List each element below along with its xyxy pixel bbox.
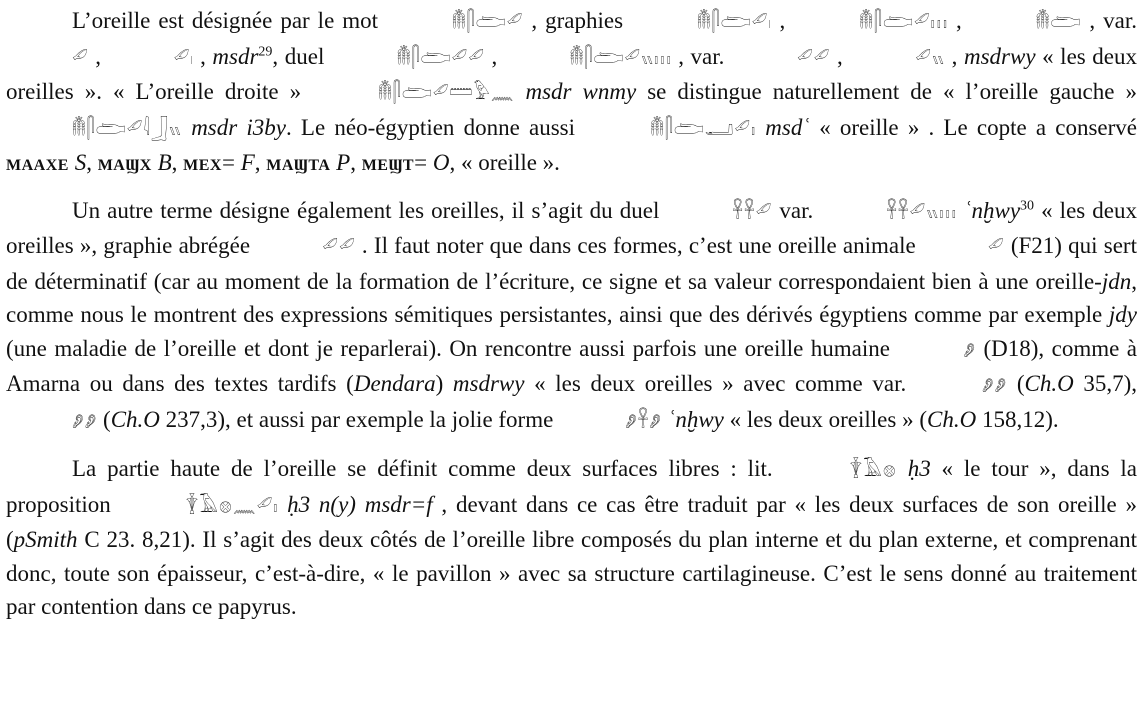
hieroglyph-group: 𓂈𓂈 — [981, 374, 1008, 396]
text-run: C 23. 8,21). Il s’agit des deux côtés de l’oreille libre composés du plan interne et du plan externe, et comprenant donc, toute son épaisseur, c’est-à-dire, « le pavillon » avec sa structure cartilagineuse. C’est le sens donné au traitement par contention dans ce papyrus. — [6, 527, 1137, 619]
hieroglyph-group: 𓂈𓂈 — [72, 409, 98, 432]
hieroglyph-group: 𓄟𓋴𓂧𓄔𓏭𓏥 — [569, 46, 672, 69]
text-run: , — [830, 43, 850, 69]
hieroglyph-group: 𓄟𓋴𓂧𓄔𓄔 — [396, 46, 485, 69]
italic-term: jdy — [1108, 302, 1137, 327]
hieroglyph-group: 𓄟𓋴𓂧𓂝𓄔𓏤 — [650, 117, 757, 140]
text-run: = — [414, 150, 433, 175]
hieroglyph-group: 𓄔𓄔 — [322, 236, 356, 258]
coptic-word: maaxe — [6, 150, 69, 175]
text-run: L’oreille est désignée par le mot — [72, 8, 387, 33]
text-run: , — [350, 150, 362, 175]
text-run: « les deux oreilles » ( — [723, 406, 928, 432]
text-run: « les deux oreilles ». « L’oreille droite » — [6, 43, 1138, 104]
text-run: 237,3), et aussi par exemple la jolie forme — [159, 406, 560, 432]
italic-term: msdr i3by — [191, 114, 286, 140]
italic-term: ḥ3 n(y) msdr=f — [287, 491, 433, 517]
italic-term: F — [240, 150, 255, 175]
italic-term: P — [336, 150, 351, 175]
text-run: (D18), comme à Amarna ou dans des textes tardifs ( — [6, 335, 1137, 396]
text-run: , duel — [272, 43, 331, 69]
italic-term: B — [157, 150, 172, 175]
italic-term: ʿnḫwy — [963, 197, 1021, 223]
hieroglyph-group: 𓄟𓋴𓂧𓄔𓇋𓃀𓏭 — [72, 117, 182, 140]
text-run: ( — [97, 406, 111, 432]
paragraph-1 — [6, 4, 1137, 180]
paragraph-2 — [6, 194, 1137, 439]
text-run: se distingue naturellement de « l’oreille gauche » — [636, 79, 1138, 104]
italic-term: Dendara — [353, 371, 436, 396]
text-run: , — [771, 8, 794, 33]
hieroglyph-group: 𓋹𓋹𓄔𓏭𓏥 — [886, 200, 957, 223]
hieroglyph-group: 𓄟𓂧 — [1035, 11, 1082, 33]
text-run — [278, 492, 287, 517]
text-run: ) — [435, 371, 453, 396]
text-run: , — [254, 150, 267, 175]
italic-term: Ch.O — [110, 406, 160, 432]
italic-term: S — [74, 150, 87, 175]
hieroglyph-group: 𓇉𓄿𓊖 — [849, 459, 897, 481]
italic-term: jdn — [1101, 268, 1132, 294]
text-run: , « oreille ». — [449, 150, 560, 175]
italic-term: msdr wnmy — [525, 79, 637, 104]
hieroglyph-group: 𓄔 — [987, 236, 1005, 258]
text-run: , var. — [671, 43, 731, 69]
text-run: , — [88, 43, 108, 69]
coptic-word: meϣt — [361, 150, 415, 175]
italic-term: Ch.O — [1024, 371, 1074, 396]
footnote-ref: 29 — [258, 43, 273, 59]
text-run: « le tour », dans la proposition — [6, 456, 1137, 517]
text-run — [897, 456, 908, 481]
italic-term: O — [432, 150, 450, 175]
hieroglyph-group: 𓄔𓏺 — [173, 46, 194, 69]
hieroglyph-group: 𓋹𓋹𓄔 — [732, 200, 773, 223]
text-run: , devant dans ce cas être traduit par « les deux surfaces de son oreille » ( — [6, 491, 1137, 552]
italic-term: Ch.O — [927, 406, 977, 432]
hieroglyph-group: 𓄟𓋴𓂧𓄔𓏠𓅱𓈖 — [378, 82, 515, 104]
text-run — [957, 198, 964, 223]
hieroglyph-group: 𓄔 — [72, 46, 89, 69]
text-run: (F21) qui sert de déterminatif (car au moment de la formation de l’écriture, ce signe et sa valeur correspondaient bien à une oreille- — [6, 233, 1137, 294]
hieroglyph-group: 𓂈𓋹𓂈 — [625, 409, 662, 432]
hieroglyph-group: 𓄟𓋴𓂧𓄔 — [452, 11, 524, 33]
paragraph-3 — [6, 452, 1137, 624]
hieroglyph-group: 𓄔𓄔 — [796, 46, 831, 69]
text-run: Un autre terme désigne également les oreilles, il s’agit du duel — [72, 197, 667, 223]
text-run: « les deux oreilles », graphie abrégée — [6, 197, 1138, 258]
text-run: (une maladie de l’oreille et dont je reparlerai). On rencontre aussi parfois une oreille humaine — [6, 335, 898, 361]
coptic-word: maϣx — [97, 150, 152, 175]
text-run: , — [171, 150, 184, 175]
italic-term: ʿnḫwy — [667, 406, 724, 432]
text-run: La partie haute de l’oreille se définit comme deux surfaces libres : lit. — [72, 456, 784, 481]
text-run: , graphies — [523, 8, 632, 33]
italic-term: msdrwy — [452, 371, 525, 396]
text-run — [514, 79, 525, 104]
text-run: , var. — [1081, 8, 1138, 33]
text-run: « oreille » . Le copte a conservé — [810, 114, 1137, 140]
text-run — [182, 115, 191, 140]
text-run: , — [948, 8, 970, 33]
text-run: = — [221, 150, 241, 175]
italic-term: pSmith — [13, 527, 78, 552]
text-run: , — [945, 43, 964, 69]
text-run: , — [86, 150, 98, 175]
hieroglyph-group: 𓂈 — [963, 338, 977, 361]
text-run: var. — [772, 197, 821, 223]
text-run: 158,12). — [976, 406, 1059, 432]
italic-term: msdʿ — [765, 114, 811, 140]
italic-term: msdr — [212, 43, 259, 69]
hieroglyph-group: 𓇉𓄿𓊖𓈖𓄔𓏤 — [185, 494, 279, 517]
coptic-word: mex — [183, 150, 222, 175]
footnote-ref: 30 — [1020, 197, 1035, 213]
hieroglyph-group: 𓄟𓋴𓂧𓄔𓏥 — [859, 11, 949, 33]
text-run: . Il faut noter que dans ces formes, c’est une oreille animale — [355, 233, 922, 258]
coptic-word: maϣta — [266, 150, 331, 175]
text-run — [756, 115, 765, 140]
text-run: . Le néo-égyptien donne aussi — [285, 114, 585, 140]
italic-term: msdrwy — [964, 43, 1036, 69]
text-run: , — [484, 43, 504, 69]
text-run: , comme nous le montrent des expressions sémitiques persistantes, ainsi que des dérivés égyptiens comme par exemple — [6, 268, 1137, 327]
text-run: « les deux oreilles » avec comme var. — [524, 371, 916, 396]
hieroglyph-group: 𓄔𓏭 — [915, 46, 946, 69]
italic-term: ḥ3 — [907, 456, 931, 481]
text-run: , — [193, 43, 213, 69]
hieroglyph-group: 𓄟𓋴𓂧𓄔𓏺 — [697, 11, 772, 33]
text-run: 35,7), — [1073, 371, 1137, 396]
text-run: ( — [1007, 371, 1025, 396]
